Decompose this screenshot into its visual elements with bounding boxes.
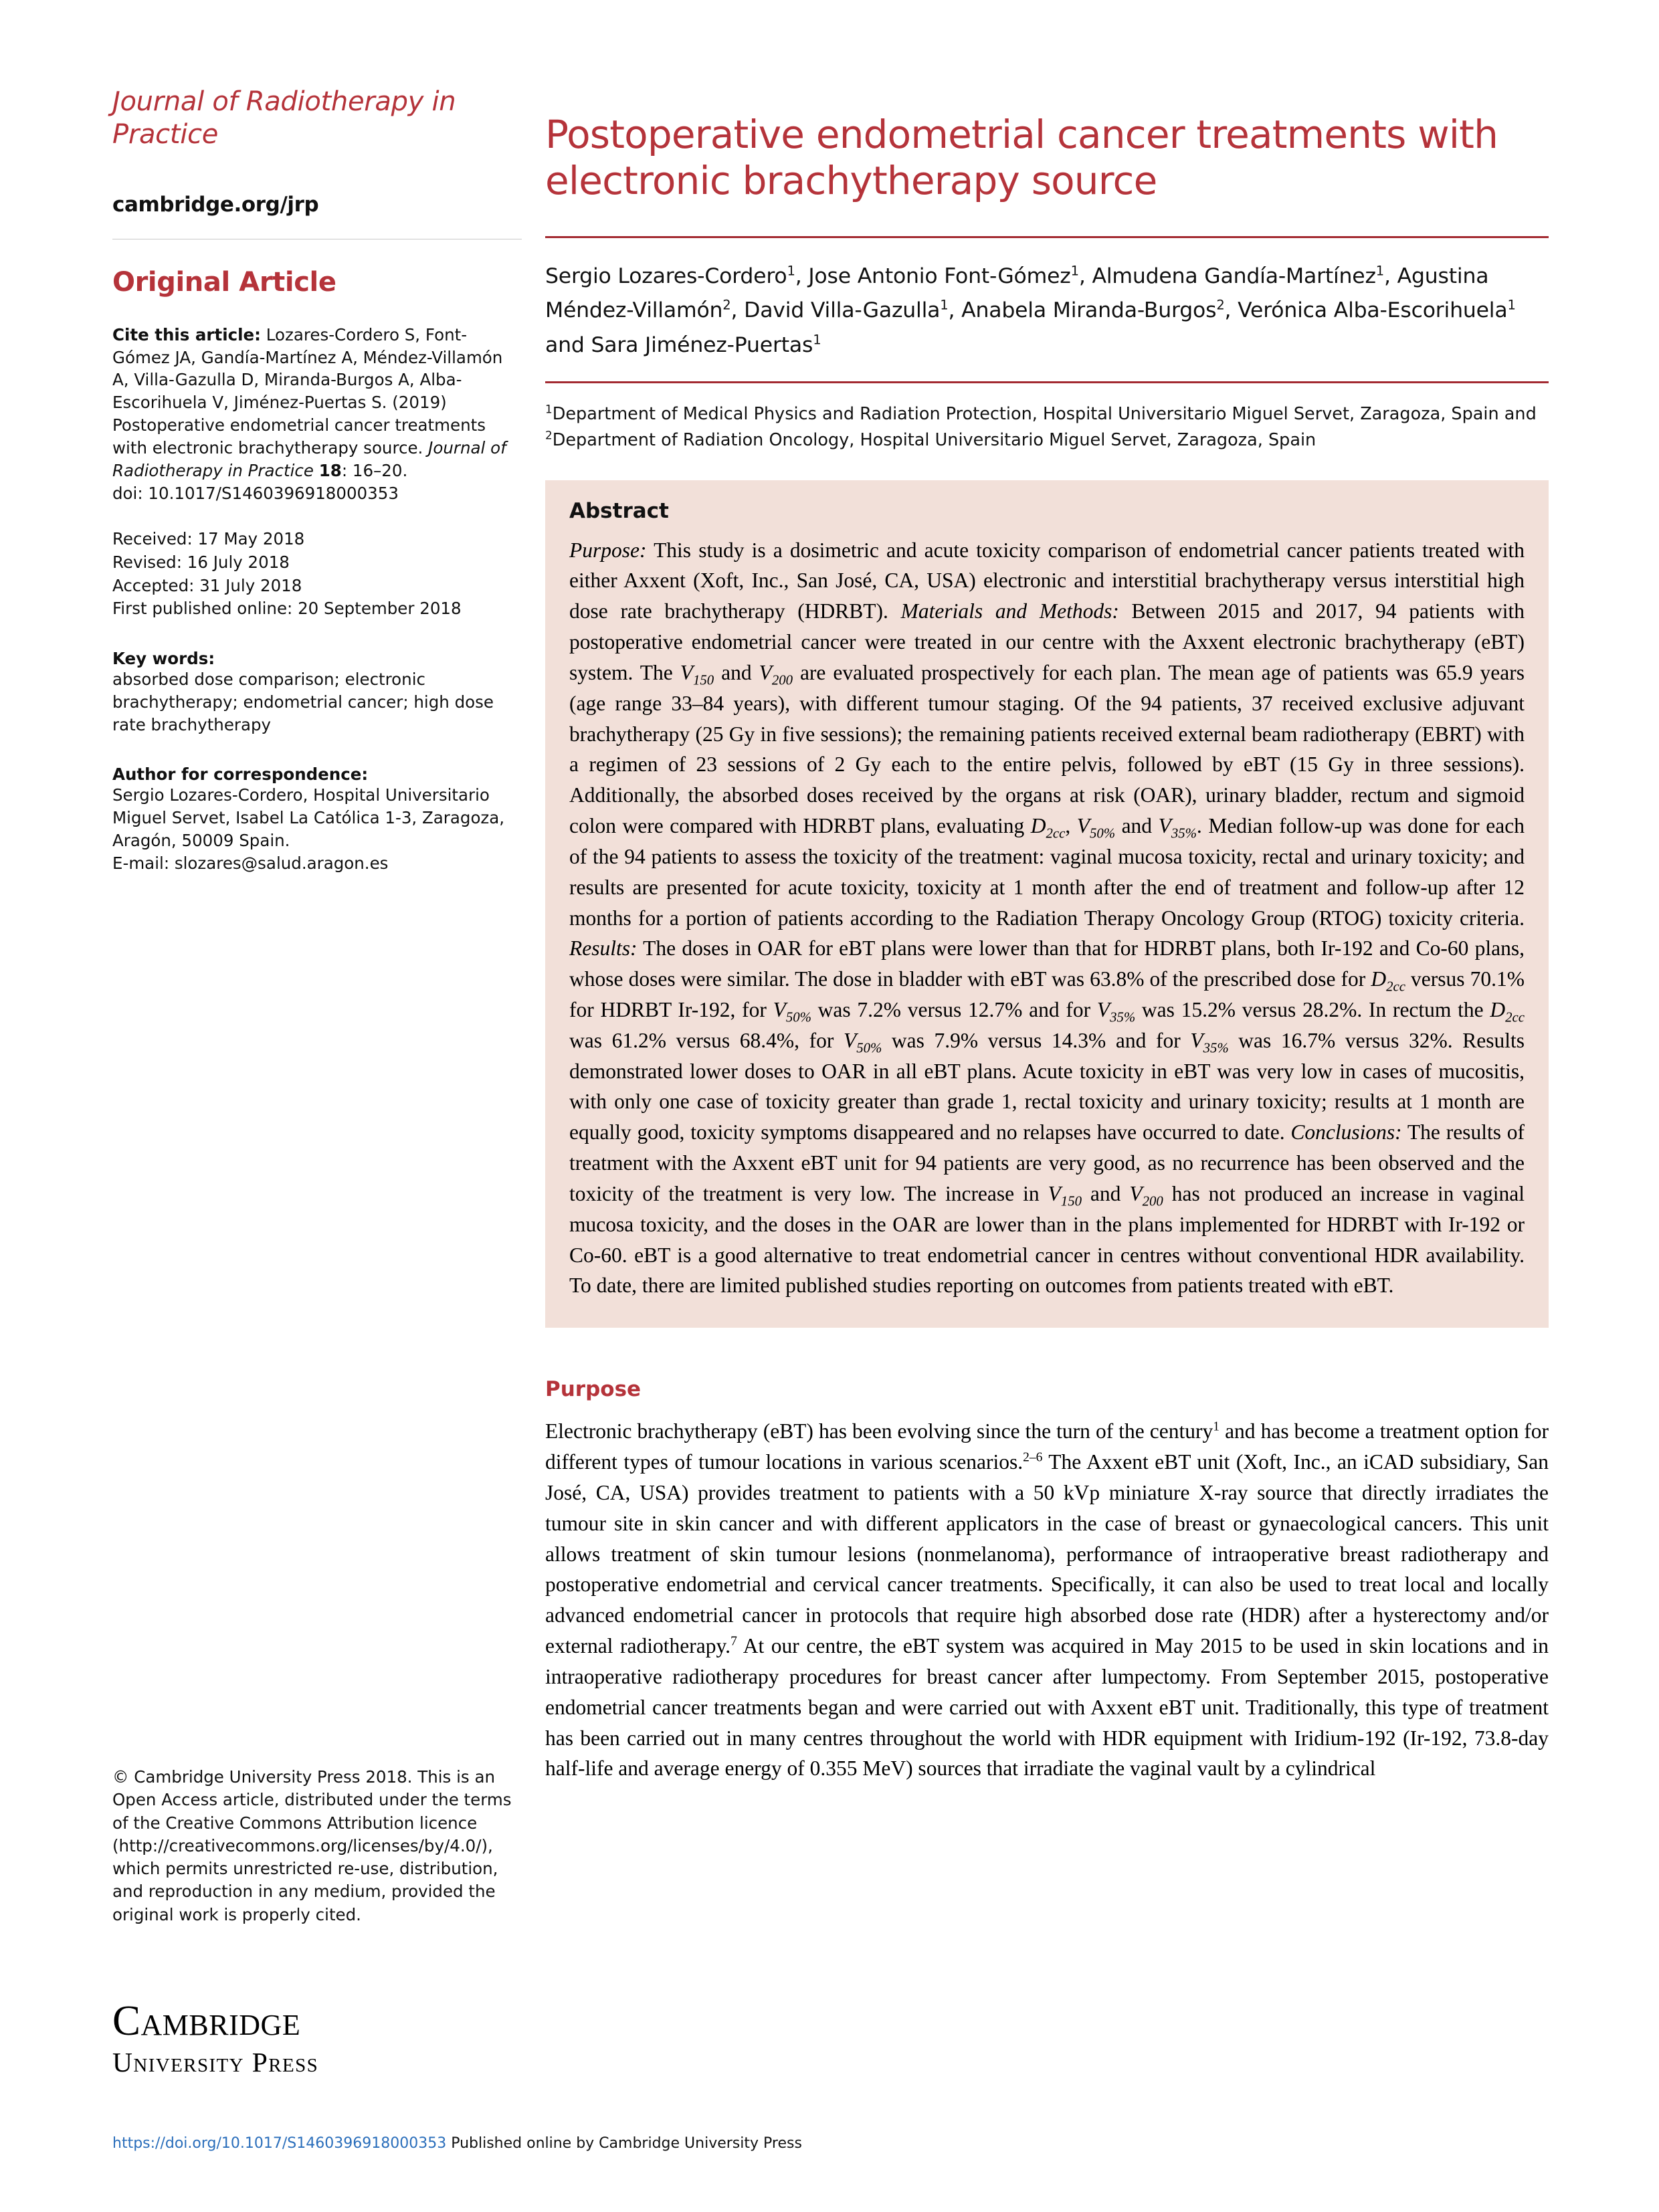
purpose-text-3: The Axxent eBT unit (Xoft, Inc., an iCAD subsidiary, San José, CA, USA) provides treatment to patients with a 50 kVp miniature X-ray source that directly irradiates the tumour site in skin cancer and with different applicators in the case of breast or gynaecological cancers. This unit allows treatment of skin tumour lesions (nonmelanoma), performance of intraoperative breast radiotherapy and postoperative endometrial and cervical cancer treatments. Specifically, it can also be used to treat local and locally advanced endometrial cancer in protocols that require high absorbed dose rate (HDR) after a hysterectomy and/or external radiotherapy. [545, 1450, 1549, 1658]
date-revised: Revised: 16 July 2018 [112, 552, 290, 572]
reference-marker-2[interactable]: 2–6 [1023, 1450, 1043, 1465]
date-received: Received: 17 May 2018 [112, 528, 305, 548]
symbol-v35-2: $V_{35\%}$ [1096, 998, 1136, 1025]
correspondence-heading: Author for correspondence: [112, 764, 369, 784]
symbol-v50: $V_{50\%}$ [1076, 814, 1116, 841]
abstract-heading: Abstract [569, 498, 669, 523]
abstract-methods-text-2: are evaluated prospectively for each plan. The mean age of patients was 65.9 years (age range 33–84 years), with different tumour staging. Of the 94 patients, 37 received exclusive adjuvant brachytherapy (25 Gy in five sessions); the remaining patients received external beam radiotherapy (EBRT) with a regimen of 23 sessions of 2 Gy each to the entire pelvis, followed by eBT (15 Gy in three sessions). Additionally, the absorbed doses received by the organs at risk (OAR), urinary bladder, rectum and sigmoid colon were compared with HDRBT plans, evaluating [569, 660, 1525, 838]
cite-journal: Journal of Radiotherapy in Practice [112, 438, 506, 481]
abstract-methods-label: Materials and Methods: [900, 599, 1119, 623]
abstract-results-label: Results: [569, 936, 638, 961]
abstract-results-text-3: was 7.2% versus 12.7% and for [811, 998, 1097, 1021]
abstract-purpose-label: Purpose: [569, 538, 647, 562]
date-accepted: Accepted: 31 July 2018 [112, 575, 302, 595]
symbol-v200-2: $V_{200}$ [1129, 1181, 1163, 1209]
cite-label: Cite this article: [112, 324, 261, 344]
reference-marker-3[interactable]: 7 [730, 1634, 737, 1649]
abstract-conclusions-text-2: has not produced an increase in vaginal mucosa toxicity, and the doses in the OAR are lower than in the plans implemented for HDRBT with Ir-192 or Co-60. eBT is a good alternative to treat endometrial cancer in centres without conventional HDR availability. To date, there are limited published studies reporting on outcomes from patients treated with eBT. [569, 1181, 1525, 1298]
cite-pages: : 16–20. [341, 461, 408, 481]
affiliation-marker-2: 2 [545, 428, 553, 442]
affiliation-1: Department of Medical Physics and Radiation Protection, Hospital Universitario Miguel Servet, Zaragoza, Spain and [552, 404, 1537, 425]
abstract-conclusions-label: Conclusions: [1290, 1120, 1402, 1144]
correspondence-address: Sergio Lozares-Cordero, Hospital Universitario Miguel Servet, Isabel La Católica 1-3, Zaragoza, Aragón, 50009 Spain. [112, 785, 505, 850]
copyright-notice: © Cambridge University Press 2018. This is an Open Access article, distributed under the terms of the Creative Commons Attribution licence (http://creativecommons.org/licenses/by/4.0/), which permits unrestricted re-use, distribution, and reproduction in any medium, provided the original work is properly cited. [112, 1767, 512, 1924]
cambridge-university-press-logo [112, 1997, 514, 2078]
doi-link[interactable]: https://doi.org/10.1017/S1460396918000353 [112, 2135, 447, 2152]
sidebar [112, 86, 522, 875]
journal-name: Journal of Radiotherapy in Practice [112, 86, 456, 150]
page-footer [112, 2135, 802, 2152]
date-first-published: First published online: 20 September 2018 [112, 599, 462, 619]
abstract-results-text-5: was 61.2% versus 68.4%, for [569, 1028, 844, 1052]
abstract-methods-text-1: Between 2015 and 2017, 94 patients with postoperative endometrial cancer were treated in our centre with the Axxent electronic brachytherapy (eBT) system. The [569, 599, 1525, 684]
cite-doi[interactable]: doi: 10.1017/S1460396918000353 [112, 484, 399, 504]
correspondence-email[interactable]: E-mail: slozares@salud.aragon.es [112, 853, 389, 873]
symbol-v150-2: $V_{150}$ [1048, 1181, 1082, 1209]
citation-block [112, 324, 522, 505]
logo-line-cambridge: Cambridge [112, 1997, 301, 2044]
abstract-results-text-1: The doses in OAR for eBT plans were lower than that for HDRBT plans, both Ir-192 and Co-60 plans, whose doses were similar. The dose in bladder with eBT was 63.8% of the prescribed dose for [569, 936, 1525, 991]
cite-volume: 18 [318, 461, 342, 481]
abstract-methods-text-3: . Median follow-up was done for each of the 94 patients to assess the toxicity of the treatment: vaginal mucosa toxicity, rectal and urinary toxicity; and results are presented for acute toxicity, toxicity at 1 month after the end of treatment and follow-up after 12 months for a portion of patients according to the Radiation Therapy Oncology Group (RTOG) toxicity criteria. [569, 814, 1525, 930]
publication-dates [112, 528, 522, 621]
journal-url[interactable]: cambridge.org/jrp [112, 192, 319, 217]
abstract-purpose-text: This study is a dosimetric and acute toxicity comparison of endometrial cancer patients treated with either Axxent (Xoft, Inc., San José, CA, USA) electronic and interstitial brachytherapy versus interstitial high dose rate brachytherapy (HDRBT). [569, 538, 1525, 623]
abstract-results-text-6: was 7.9% versus 14.3% and for [882, 1028, 1191, 1052]
symbol-v50-2: $V_{50\%}$ [773, 998, 811, 1025]
logo-line-university-press: University Press [112, 2047, 319, 2078]
purpose-text-1: Electronic brachytherapy (eBT) has been evolving since the turn of the century [545, 1419, 1213, 1443]
reference-marker-1[interactable]: 1 [1213, 1419, 1220, 1434]
abstract-conclusions-text-1: The results of treatment with the Axxent eBT unit for 94 patients are very good, as no recurrence has been observed and the toxicity of the treatment is very low. The increase in [569, 1120, 1525, 1205]
author-list: Sergio Lozares-Cordero$^1$, Jose Antonio Font-Gómez$^1$, Almudena Gandía-Martínez$^1$, Agustina Méndez-Villamón$^2$, David Villa-Gazulla$^1$, Anabela Miranda-Burgos$^2$, Verónica Alba-Escorihuela$^1$ and Sara Jiménez-Puertas$^1$ [545, 263, 1516, 357]
abstract-results-text-4: was 15.2% versus 28.2%. In rectum the [1135, 998, 1490, 1021]
section-heading-purpose: Purpose [545, 1377, 642, 1402]
title-divider [545, 236, 1549, 238]
purpose-text-4: At our centre, the eBT system was acquired in May 2015 to be used in skin locations and in intraoperative radiotherapy procedures for breast cancer after lumpectomy. From September 2015, postoperative endometrial cancer treatments began and were carried out with Axxent eBT unit. Traditionally, this type of treatment has been carried out in many centres throughout the world with HDR equipment with Iridium-192 (Ir-192, 73.8-day half-life and average energy of 0.355 MeV) sources that irradiate the vaginal vault by a cylindrical [545, 1634, 1549, 1781]
abstract-text: Purpose: This study is a dosimetric and acute toxicity comparison of endometrial cancer patients treated with either Axxent (Xoft, Inc., San José, CA, USA) electronic and interstitial brachytherapy versus interstitial high dose rate brachytherapy (HDRBT). Materials and Methods: Between 2015 and 2017, 94 patients with postoperative endometrial cancer were treated in our centre with the Axxent electronic brachytherapy (eBT) system. The $V_{150}$ and $V_{200}$ are evaluated prospectively for each plan. The mean age of patients was 65.9 years (age range 33–84 years), with different tumour staging. Of the 94 patients, 37 received exclusive adjuvant brachytherapy (25 Gy in five sessions); the remaining patients received external beam radiotherapy (EBRT) with a regimen of 23 sessions of 2 Gy each to the entire pelvis, followed by eBT (15 Gy in three sessions). Additionally, the absorbed doses received by the organs at risk (OAR), urinary bladder, rectum and sigmoid colon were compared with HDRBT plans, evaluating $D_{2cc}$, $V_{50\%}$ and $V_{35\%}$. Median follow-up was done for each of the 94 patients to assess the toxicity of the treatment: vaginal mucosa toxicity, rectal and urinary toxicity; and results are presented for acute toxicity, toxicity at 1 month after the end of treatment and follow-up after 12 months for a portion of patients according to the Radiation Therapy Oncology Group (RTOG) toxicity criteria. Results: The doses in OAR for eBT plans were lower than that for HDRBT plans, both Ir-192 and Co-60 plans, whose doses were similar. The dose in bladder with eBT was 63.8% of the prescribed dose for $D_{2cc}$ versus 70.1% for HDRBT Ir-192, for $V_{50\%}$ was 7.2% versus 12.7% and for $V_{35\%}$ was 15.2% versus 28.2%. In rectum the $D_{2cc}$ was 61.2% versus 68.4%, for $V_{50\%}$ was 7.9% versus 14.3% and for $V_{35\%}$ was 16.7% versus 32%. Results demonstrated lower doses to OAR in all eBT plans. Acute toxicity in eBT was very low in cases of mucositis, with only one case of toxicity greater than grade 1, rectal toxicity and urinary toxicity; results at 1 month are equally good, toxicity symptoms disappeared and no relapses have occurred to date. Conclusions: The results of treatment with the Axxent eBT unit for 94 patients are very good, as no recurrence has been observed and the toxicity of the treatment is very low. The increase in $V_{150}$ and $V_{200}$ has not produced an increase in vaginal mucosa toxicity, and the doses in the OAR are lower than in the plans implemented for HDRBT with Ir-192 or Co-60. eBT is a good alternative to treat endometrial cancer in centres without conventional HDR availability. To date, there are limited published studies reporting on outcomes from patients treated with eBT. [569, 538, 1525, 1298]
keywords-text: absorbed dose comparison; electronic brachytherapy; endometrial cancer; high dose rate brachytherapy [112, 670, 494, 734]
page-title: Postoperative endometrial cancer treatments with electronic brachytherapy source [545, 111, 1498, 204]
affiliation-marker-1: 1 [545, 402, 553, 416]
published-by-text: Published online by Cambridge University Press [446, 2135, 802, 2152]
purpose-paragraph [545, 1416, 1549, 1784]
symbol-v50-3: $V_{50\%}$ [843, 1028, 882, 1056]
purpose-text-2: and has become a treatment option for different types of tumour locations in various scenarios. [545, 1419, 1549, 1474]
symbol-d2cc-3: $D_{2cc}$ [1490, 998, 1525, 1025]
cite-text: Lozares-Cordero S, Font-Gómez JA, Gandía-Martínez A, Méndez-Villamón A, Villa-Gazulla D, Miranda-Burgos A, Alba-Escorihuela V, Jiménez-Puertas S. (2019) Postoperative endometrial cancer treatments with electronic brachytherapy source. [112, 324, 503, 458]
affiliation-2: Department of Radiation Oncology, Hospital Universitario Miguel Servet, Zaragoza, Spain [552, 429, 1316, 450]
keywords-heading: Key words: [112, 649, 215, 669]
main-column [545, 86, 1549, 1784]
symbol-v200: $V_{200}$ [759, 660, 793, 688]
symbol-d2cc-2: $D_{2cc}$ [1371, 967, 1405, 995]
abstract-results-text-7: was 16.7% versus 32%. Results demonstrated lower doses to OAR in all eBT plans. Acute toxicity in eBT was very low in cases of mucositis, with only one case of toxicity greater than grade 1, rectal toxicity and urinary toxicity; results at 1 month are equally good, toxicity symptoms disappeared and no relapses have occurred to date. [569, 1028, 1525, 1144]
symbol-v35: $V_{35\%}$ [1158, 814, 1197, 841]
author-divider [545, 381, 1549, 383]
article-type-label: Original Article [112, 266, 336, 298]
symbol-v150: $V_{150}$ [680, 660, 714, 688]
affiliations [545, 401, 1549, 454]
abstract-results-text-2: versus 70.1% for HDRBT Ir-192, for [569, 967, 1525, 1021]
symbol-d2cc: $D_{2cc}$ [1030, 814, 1066, 841]
abstract-box [545, 480, 1549, 1328]
symbol-v35-3: $V_{35\%}$ [1190, 1028, 1229, 1056]
